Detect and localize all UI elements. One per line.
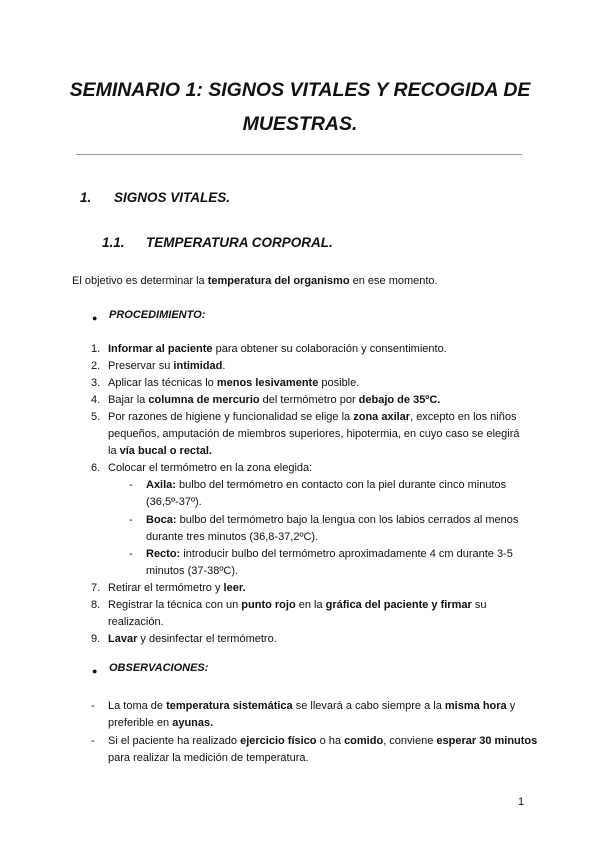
zone-recto-line-2: minutos (37-38ºC). xyxy=(146,565,239,577)
dash-icon: - xyxy=(129,548,133,560)
obs-1-line-2-bold: ayunas. xyxy=(172,717,214,729)
step-1-text: para obtener su colaboración y consentimiento. xyxy=(212,343,447,355)
section-label: SIGNOS VITALES. xyxy=(114,190,231,205)
step-6: Colocar el termómetro en la zona elegida: xyxy=(108,462,313,474)
obs-1-text-mid: se llevará a cabo siempre a la xyxy=(292,700,445,712)
obs-2-text-mid: o ha xyxy=(316,735,345,747)
step-2 xyxy=(108,358,225,375)
obs-2-bold-2: comido xyxy=(344,735,384,747)
procedimiento-heading: PROCEDIMIENTO: xyxy=(109,309,206,321)
bullet-icon: ● xyxy=(92,313,98,323)
subsection-label: TEMPERATURA CORPORAL. xyxy=(146,235,333,250)
obs-2-bold: ejercicio físico xyxy=(240,735,317,747)
obs-1-bold: temperatura sistemática xyxy=(166,700,293,712)
observaciones-heading: OBSERVACIONES: xyxy=(109,662,209,674)
dash-icon: - xyxy=(91,700,95,712)
step-5-text: Por razones de higiene y funcionalidad se elige la xyxy=(108,411,354,423)
obs-1-text-end: y xyxy=(506,700,516,712)
step-number: 3. xyxy=(91,377,101,389)
step-number: 9. xyxy=(91,633,101,645)
document-title xyxy=(60,73,540,141)
step-4-bold: columna de mercurio xyxy=(148,394,260,406)
step-1 xyxy=(108,341,447,358)
section-number: 1. xyxy=(80,190,92,205)
step-5-text-end: , excepto en los niños xyxy=(410,411,517,423)
obs-2-bold-3: esperar 30 minutos xyxy=(436,735,538,747)
step-8-text-mid: en la xyxy=(295,599,326,611)
step-8-bold: punto rojo xyxy=(241,599,296,611)
observation-1-line-2 xyxy=(108,715,213,732)
step-7 xyxy=(108,580,246,597)
observation-2 xyxy=(108,733,537,750)
intro-bold: temperatura del organismo xyxy=(207,275,350,287)
step-2-bold: intimidad xyxy=(173,360,223,372)
step-4 xyxy=(108,392,440,409)
step-4-text-mid: del termómetro por xyxy=(259,394,359,406)
step-8-line-2: realización. xyxy=(108,616,164,628)
step-number: 5. xyxy=(91,411,101,423)
title-line-2: MUESTRAS. xyxy=(242,113,358,135)
title-divider xyxy=(76,154,522,155)
zone-axila-label: Axila: xyxy=(146,479,176,491)
intro-text: El objetivo es determinar la xyxy=(72,275,208,287)
step-3 xyxy=(108,375,359,392)
intro-text-end: en ese momento. xyxy=(349,275,438,287)
obs-1-bold-2: misma hora xyxy=(444,700,507,712)
step-7-bold: leer. xyxy=(223,582,246,594)
obs-2-text-mid-2: , conviene xyxy=(383,735,437,747)
bullet-icon: ● xyxy=(92,666,98,676)
section-heading-1-1 xyxy=(102,235,333,250)
step-9 xyxy=(108,631,277,648)
step-number: 6. xyxy=(91,462,101,474)
step-8-text: Registrar la técnica con un xyxy=(108,599,242,611)
dash-icon: - xyxy=(91,735,95,747)
step-9-bold: Lavar xyxy=(108,633,138,645)
zone-recto-label: Recto: xyxy=(146,548,181,560)
zone-axila xyxy=(146,477,506,494)
title-line-1: SEMINARIO 1: SIGNOS VITALES Y RECOGIDA DE xyxy=(69,79,531,101)
dash-icon: - xyxy=(129,479,133,491)
step-1-bold: Informar al paciente xyxy=(108,343,213,355)
subsection-number: 1.1. xyxy=(102,235,125,250)
zone-boca xyxy=(146,512,518,529)
zone-axila-text: bulbo del termómetro en contacto con la piel durante cinco minutos xyxy=(175,479,507,491)
zone-recto xyxy=(146,546,513,563)
step-4-bold-2: debajo de 35ºC. xyxy=(358,394,441,406)
zone-boca-line-2: durante tres minutos (36,8-37,2ºC). xyxy=(146,531,319,543)
step-5-line-2: pequeños, amputación de miembros superiores, hipotermia, en cuyo caso se elegirá xyxy=(108,428,520,440)
step-2-text-end: . xyxy=(222,360,226,372)
step-4-text: Bajar la xyxy=(108,394,149,406)
step-8-bold-2: gráfica del paciente y firmar xyxy=(325,599,472,611)
intro-paragraph xyxy=(72,273,438,290)
zone-recto-text: introducir bulbo del termómetro aproximadamente 4 cm durante 3-5 xyxy=(180,548,513,560)
step-9-text: y desinfectar el termómetro. xyxy=(137,633,277,645)
step-8 xyxy=(108,597,486,614)
step-3-text: Aplicar las técnicas lo xyxy=(108,377,217,389)
zone-axila-line-2: (36,5º-37º). xyxy=(146,496,202,508)
step-3-bold: menos lesivamente xyxy=(216,377,319,389)
observation-1 xyxy=(108,698,515,715)
step-5 xyxy=(108,409,516,426)
step-5-line-3 xyxy=(108,443,212,460)
step-5-line-3-bold: vía bucal o rectal. xyxy=(119,445,212,457)
step-3-text-end: posible. xyxy=(318,377,360,389)
step-number: 7. xyxy=(91,582,101,594)
step-number: 2. xyxy=(91,360,101,372)
zone-boca-text: bulbo del termómetro bajo la lengua con los labios cerrados al menos xyxy=(176,514,519,526)
obs-2-text: Si el paciente ha realizado xyxy=(108,735,241,747)
zone-boca-label: Boca: xyxy=(146,514,177,526)
step-number: 8. xyxy=(91,599,101,611)
step-7-text: Retirar el termómetro y xyxy=(108,582,224,594)
step-number: 1. xyxy=(91,343,101,355)
step-2-text: Preservar su xyxy=(108,360,174,372)
page-number: 1 xyxy=(518,796,525,808)
dash-icon: - xyxy=(129,514,133,526)
section-heading-1 xyxy=(80,190,230,205)
step-5-line-3-text: la xyxy=(108,445,120,457)
obs-1-text: La toma de xyxy=(108,700,167,712)
step-8-text-end: su xyxy=(471,599,487,611)
step-5-bold: zona axilar xyxy=(353,411,411,423)
step-number: 4. xyxy=(91,394,101,406)
observation-2-line-2: para realizar la medición de temperatura. xyxy=(108,752,309,764)
obs-1-line-2-text: preferible en xyxy=(108,717,173,729)
